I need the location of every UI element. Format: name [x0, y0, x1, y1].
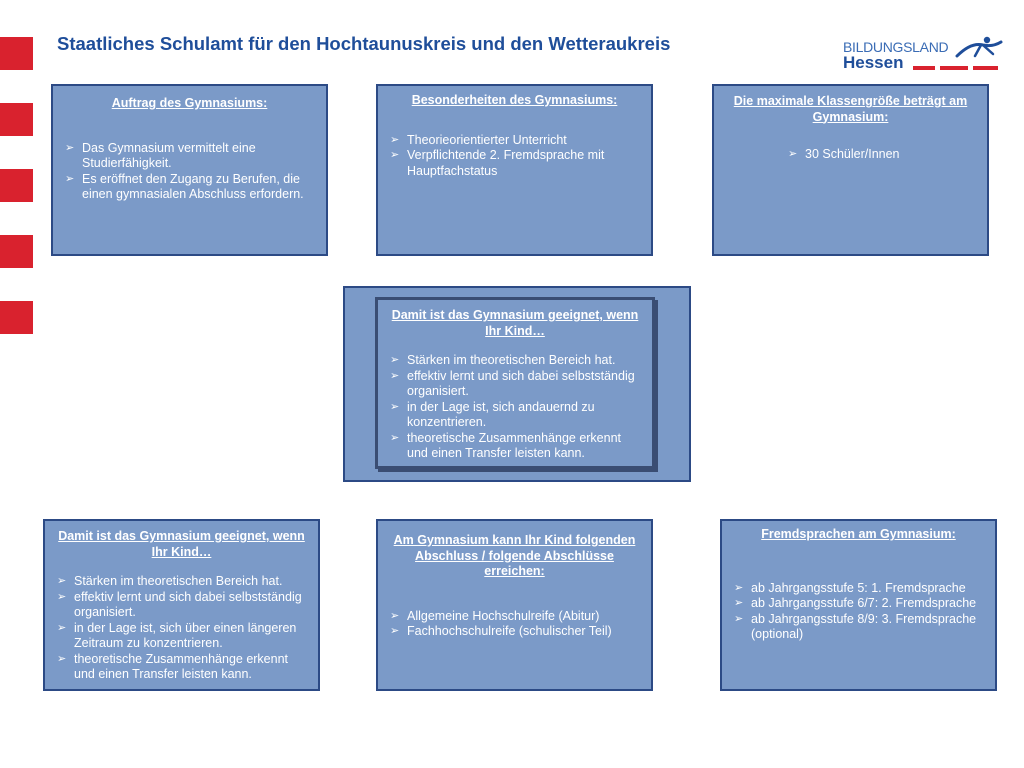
list-item — [730, 596, 987, 612]
arrowhead-bullet-icon: ➢ — [390, 149, 400, 161]
logo-accent-bar — [973, 66, 998, 70]
list-item — [730, 581, 987, 597]
box-geeignet-center — [375, 297, 655, 469]
arrowhead-bullet-icon: ➢ — [390, 133, 400, 146]
list-item-text: ab Jahrgangsstufe 5: 1. Fremdsprache — [751, 580, 966, 595]
list-item — [730, 612, 987, 643]
arrowhead-bullet-icon: ➢ — [57, 575, 67, 587]
bullet-list — [386, 353, 644, 462]
list-item-text: effektiv lernt und sich dabei selbstständig organisiert. — [407, 368, 635, 398]
person-jumping-icon — [953, 36, 1003, 60]
list-item — [386, 133, 643, 149]
side-tab-decoration — [0, 235, 33, 268]
box-heading: Damit ist das Gymnasium geeignet, wenn Ihr Kind… — [58, 529, 305, 559]
list-item-text: in der Lage ist, sich über einen längeren Zeitraum zu konzentrieren. — [74, 620, 297, 650]
bullet-list — [53, 574, 310, 683]
bildungsland-hessen-logo — [843, 36, 1003, 76]
list-item — [53, 590, 310, 621]
list-item — [53, 574, 310, 590]
list-item-text: Stärken im theoretischen Bereich hat. — [74, 574, 283, 588]
list-item — [386, 400, 644, 431]
list-item-text: Verpflichtende 2. Fremdsprache mit Hauptfachstatus — [407, 148, 605, 178]
list-item-text: 30 Schüler/Innen — [805, 147, 900, 161]
list-item-text: in der Lage ist, sich andauernd zu konzentrieren. — [407, 399, 595, 429]
arrowhead-bullet-icon: ➢ — [734, 581, 744, 594]
list-item — [386, 369, 644, 400]
side-tab-decoration — [0, 37, 33, 70]
box-heading: Besonderheiten des Gymnasiums: — [411, 93, 618, 107]
arrowhead-bullet-icon: ➢ — [390, 609, 400, 622]
list-item — [386, 624, 643, 640]
list-item-text: effektiv lernt und sich dabei selbstständig organisiert. — [74, 589, 302, 619]
side-tab-decoration — [0, 301, 33, 334]
box-besonderheiten — [376, 84, 653, 256]
arrowhead-bullet-icon: ➢ — [390, 400, 400, 413]
list-item — [61, 141, 318, 172]
logo-accent-bar — [913, 66, 935, 70]
bullet-list — [61, 141, 318, 203]
arrowhead-bullet-icon: ➢ — [65, 172, 75, 185]
page-title: Staatliches Schulamt für den Hochtaunuskreis und den Wetteraukreis — [57, 33, 671, 54]
list-item-text: ab Jahrgangsstufe 6/7: 2. Fremdsprache — [751, 596, 977, 610]
arrowhead-bullet-icon: ➢ — [734, 597, 744, 609]
arrowhead-bullet-icon: ➢ — [65, 141, 75, 154]
side-tab-decoration — [0, 103, 33, 136]
arrowhead-bullet-icon: ➢ — [390, 625, 400, 637]
box-heading: Auftrag des Gymnasiums: — [111, 96, 268, 110]
box-auftrag — [51, 84, 328, 256]
list-item — [53, 652, 310, 683]
bullet-list — [730, 581, 987, 643]
list-item-text: Allgemeine Hochschulreife (Abitur) — [407, 608, 600, 623]
side-tab-decoration — [0, 169, 33, 202]
list-item — [386, 609, 643, 625]
arrowhead-bullet-icon: ➢ — [390, 431, 400, 444]
arrowhead-bullet-icon: ➢ — [390, 354, 400, 366]
list-item — [61, 172, 318, 203]
logo-accent-bar — [940, 66, 968, 70]
arrowhead-bullet-icon: ➢ — [390, 369, 400, 382]
list-item — [53, 621, 310, 652]
box-heading: Fremdsprachen am Gymnasium: — [761, 527, 956, 541]
list-item — [386, 353, 644, 369]
box-fremdsprachen — [720, 519, 997, 691]
list-item-text: theoretische Zusammenhänge erkennt und einen Transfer leisten kann. — [74, 651, 289, 681]
box-heading: Am Gymnasium kann Ihr Kind folgenden Abschluss / folgende Abschlüsse erreichen: — [393, 533, 636, 578]
logo-top-text: BILDUNGSLAND — [843, 39, 949, 55]
list-item — [784, 147, 979, 163]
list-item-text: theoretische Zusammenhänge erkennt und einen Transfer leisten kann. — [407, 430, 622, 460]
list-item-text: Fachhochschulreife (schulischer Teil) — [407, 624, 612, 638]
box-abschluss — [376, 519, 653, 691]
list-item-text: Es eröffnet den Zugang zu Berufen, die einen gymnasialen Abschluss erfordern. — [82, 171, 304, 201]
list-item-text: Stärken im theoretischen Bereich hat. — [407, 353, 616, 367]
arrowhead-bullet-icon: ➢ — [734, 612, 744, 625]
box-heading: Damit ist das Gymnasium geeignet, wenn Ihr Kind… — [391, 308, 639, 338]
box-heading: Die maximale Klassengröße beträgt am Gymnasium: — [733, 94, 968, 124]
list-item — [386, 148, 643, 179]
bullet-list — [386, 133, 643, 180]
arrowhead-bullet-icon: ➢ — [57, 590, 67, 603]
logo-bottom-text: Hessen — [843, 53, 904, 72]
box-klassengroesse — [712, 84, 989, 256]
list-item — [386, 431, 644, 462]
box-geeignet-left — [43, 519, 320, 691]
list-item-text: ab Jahrgangsstufe 8/9: 3. Fremdsprache (optional) — [751, 611, 977, 641]
list-item-text: Theorieorientierter Unterricht — [407, 132, 567, 147]
list-item-text: Das Gymnasium vermittelt eine Studierfähigkeit. — [82, 140, 256, 170]
arrowhead-bullet-icon: ➢ — [57, 621, 67, 634]
arrowhead-bullet-icon: ➢ — [788, 148, 798, 160]
bullet-list — [386, 609, 643, 640]
arrowhead-bullet-icon: ➢ — [57, 652, 67, 665]
bullet-list — [722, 147, 979, 163]
